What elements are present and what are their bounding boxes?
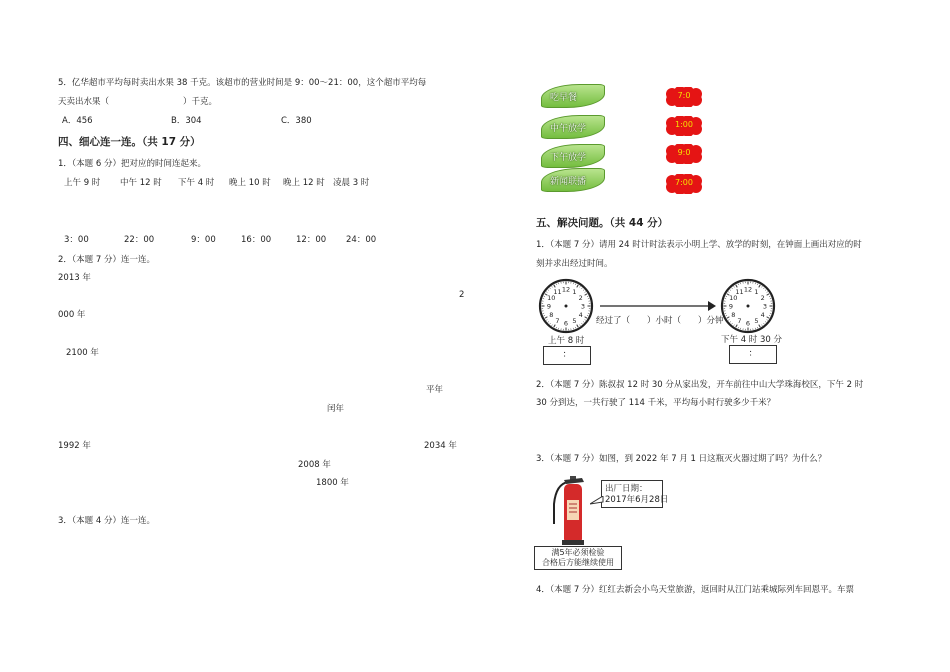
clock-number: 3 [580,302,586,311]
clock-number: 4 [578,311,583,319]
clock-number: 8 [549,311,554,319]
leaf-news[interactable] [541,168,605,192]
clock-number: 8 [731,311,736,319]
q5-option-a[interactable]: A．456 [62,116,93,126]
flower-label: 7:0 [677,91,691,100]
q1-bottom-item[interactable]: 3：00 [64,235,89,245]
section4-title: 四、细心连一连。（共 17 分） [58,136,201,148]
q5-line1: 5．亿华超市平均每时卖出水果 38 千克。该超市的营业时间是 9：00～21：00，这个超市平均每 [58,78,427,88]
q2-digit-2: 2 [459,290,465,300]
q5-option-c[interactable]: C．380 [281,116,312,126]
start-time-box[interactable]: ： [543,346,591,365]
clock-number: 2 [578,294,583,302]
note-line1: 满5年必须检验 [551,548,605,557]
p4-line1: 4．（本题 7 分）红红去新会小鸟天堂旅游，返回时从江门站乘城际列车回恩平。车票 [536,585,854,595]
q2-text: 2．（本题 7 分）连一连。 [58,255,155,265]
q2-year-2034[interactable]: 2034 年 [424,441,457,451]
q2-common-year[interactable]: 平年 [426,385,444,395]
clock-number: 11 [553,287,562,296]
flower-time-1[interactable] [664,87,704,107]
q1-top-item[interactable]: 晚上 10 时 [229,178,271,188]
inspection-note [534,546,622,570]
leaf-noon-school-out[interactable] [541,115,605,139]
q2-leap-year[interactable]: 闰年 [327,404,345,414]
clock-number: 12 [743,285,753,294]
bubble-label: 出厂日期： [605,484,648,494]
q1-bottom-item[interactable]: 12：00 [296,235,327,245]
leaf-label: 吃早餐 [550,93,578,103]
q1-top-item[interactable]: 凌晨 3 时 [333,178,370,188]
leaf-label: 新闻联播 [550,177,587,187]
clock-number: 1 [572,287,577,296]
clock-number: 12 [561,285,571,294]
q5-line2-start: 天卖出水果（ [58,97,110,107]
clock-number: 7 [555,317,560,326]
leaf-label: 中午放学 [550,124,587,134]
q2-year-2100[interactable]: 2100 年 [66,348,99,358]
clock-number: 10 [547,294,556,302]
arrow-icon [600,300,716,312]
clock-number: 10 [729,294,738,302]
p1-line1: 1．（本题 7 分）请用 24 时计时法表示小明上学、放学的时刻，在钟面上画出对应的时 [536,240,862,250]
bubble-date: 2017年6月28日 [605,495,669,505]
clock-number: 9 [546,302,552,311]
q1-top-item[interactable]: 下午 4 时 [178,178,215,188]
leaf-breakfast[interactable] [541,84,605,108]
flower-label: 7:00 [675,178,693,187]
clock-number: 7 [737,317,742,326]
clock-left[interactable] [538,278,594,334]
flower-label: 9:0 [677,148,691,157]
flower-label: 1:00 [675,120,693,129]
clock-number: 1 [754,287,759,296]
flower-time-4[interactable] [664,174,704,194]
end-time-box[interactable]: ： [729,345,777,364]
clock-number: 6 [745,319,751,328]
q2-year-2013[interactable]: 2013 年 [58,273,91,283]
clock-number: 11 [735,287,744,296]
q1-bottom-item[interactable]: 9：00 [191,235,216,245]
q3-text: 3．（本题 4 分）连一连。 [58,516,155,526]
q1-bottom-item[interactable]: 22：00 [124,235,155,245]
q2-year-1992[interactable]: 1992 年 [58,441,91,451]
clock-center [565,305,568,308]
flower-time-2[interactable] [664,116,704,136]
production-date-bubble [601,480,669,508]
clock-number: 4 [760,311,765,319]
flower-time-3[interactable] [664,144,704,164]
note-line2: 合格后方能继续使用 [542,558,614,567]
q2-year-2008[interactable]: 2008 年 [298,460,331,470]
clock-left-label: 上午 8 时 [548,336,585,346]
q2-year-1800[interactable]: 1800 年 [316,478,349,488]
elapsed-text: 经过了（ ）小时（ ）分钟 [596,316,724,326]
fire-extinguisher-icon [548,474,602,546]
clock-number: 5 [572,317,577,326]
p2-line2: 30 分到达，一共行驶了 114 千米，平均每小时行驶多少千米？ [536,398,776,408]
p2-line1: 2．（本题 7 分）陈叔叔 12 时 30 分从家出发，开车前往中山大学珠海校区，下午 2 时 [536,380,864,390]
q5-option-b[interactable]: B．304 [171,116,202,126]
p3-line1: 3．（本题 7 分）如图，到 2022 年 7 月 1 日这瓶灭火器过期了吗？为什么？ [536,454,827,464]
q2-year-2000[interactable]: 000 年 [58,310,86,320]
leaf-label: 下午放学 [550,153,587,163]
q1-top-item[interactable]: 晚上 12 时 [283,178,325,188]
clock-number: 6 [563,319,569,328]
clock-center [747,305,750,308]
p1-line2: 刻并求出经过时间。 [536,259,613,269]
q1-top-item[interactable]: 上午 9 时 [64,178,101,188]
q1-text: 1．（本题 6 分）把对应的时间连起来。 [58,159,206,169]
leaf-afternoon-school-out[interactable] [541,144,605,168]
q1-top-item[interactable]: 中午 12 时 [120,178,162,188]
q1-bottom-item[interactable]: 24：00 [346,235,377,245]
clock-number: 2 [760,294,765,302]
q1-bottom-item[interactable]: 16：00 [241,235,272,245]
bubble-tail [590,496,604,506]
clock-number: 3 [762,302,768,311]
q5-line2-end: ）千克。 [183,97,218,107]
clock-number: 5 [754,317,759,326]
clock-number: 9 [728,302,734,311]
section5-title: 五、解决问题。（共 44 分） [536,217,669,229]
clock-right-label: 下午 4 时 30 分 [721,335,783,345]
clock-right[interactable] [720,278,776,334]
